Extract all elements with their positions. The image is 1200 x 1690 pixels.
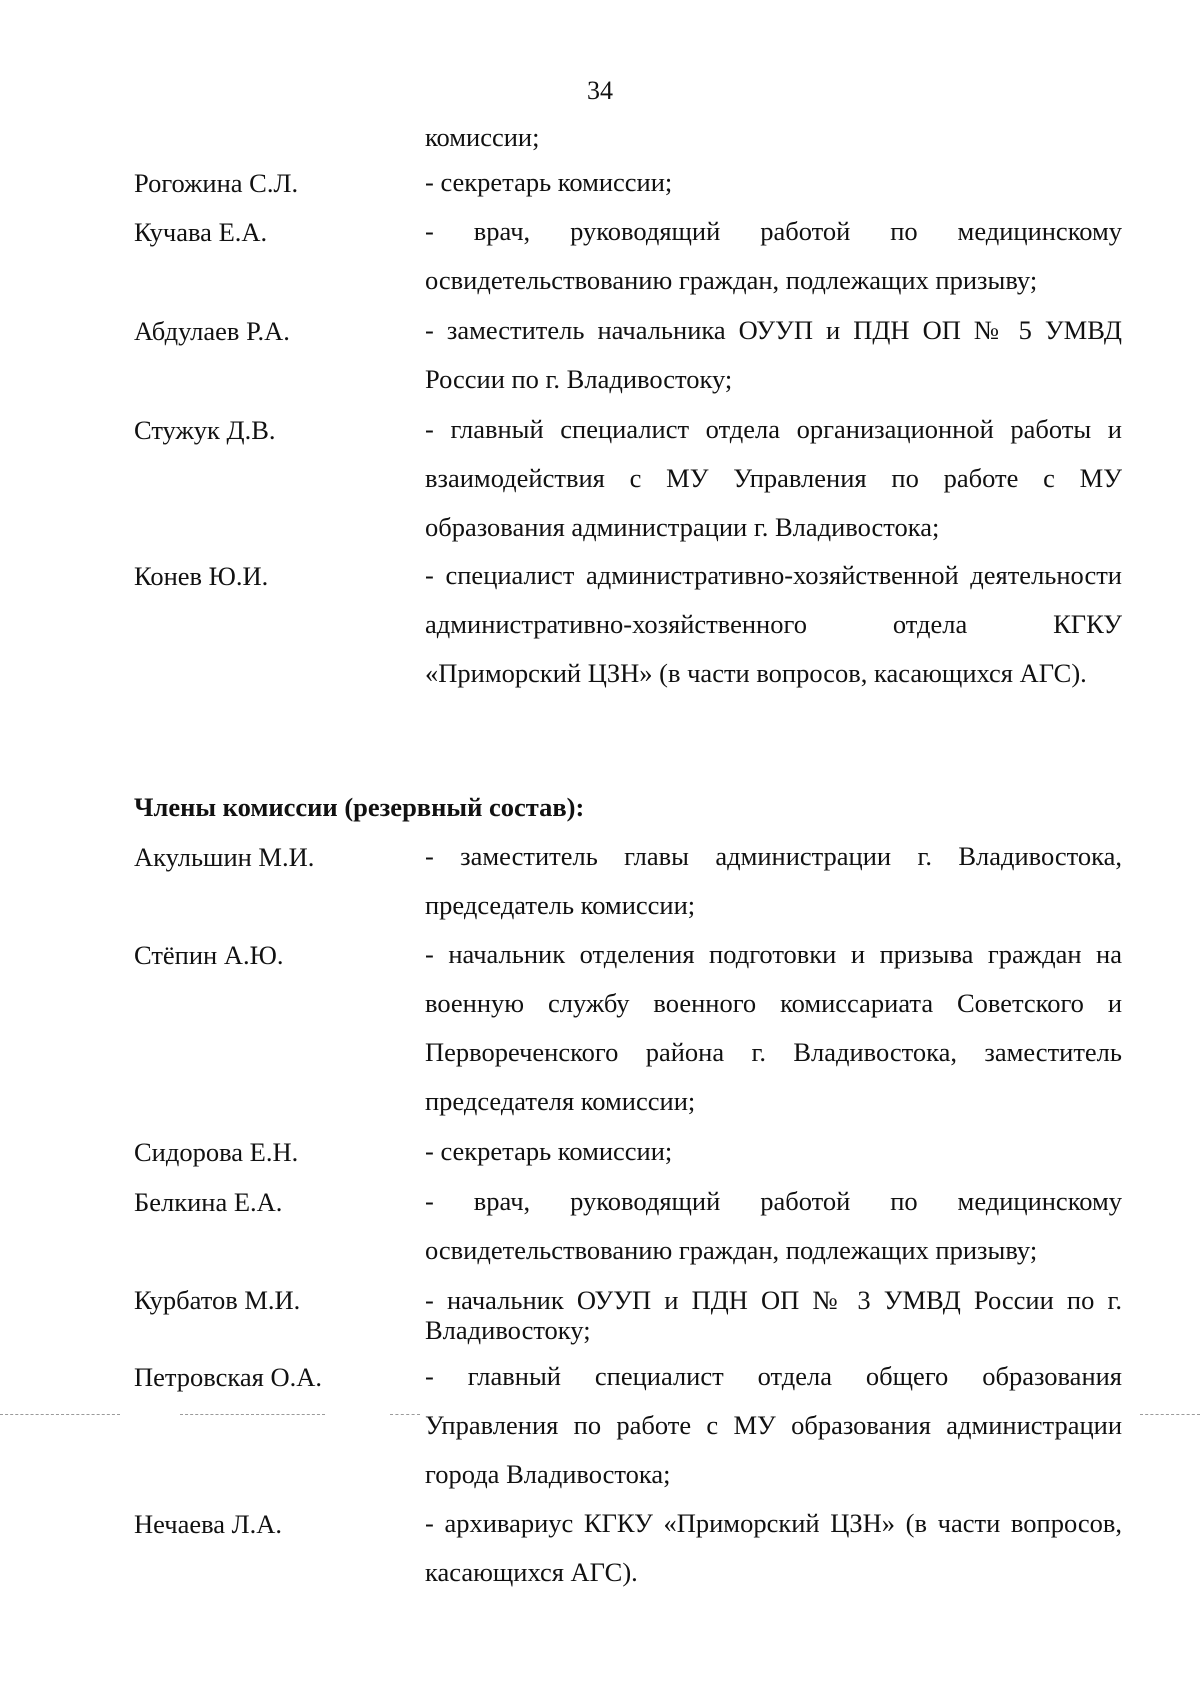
member-role: - начальник ОУУП и ПДН ОП № 3 УМВД России по г. Владивостоку; [425, 1285, 1122, 1345]
member-role: - врач, руководящий работой по медицинскому освидетельствованию граждан, подлежащих призыву; [425, 1186, 1122, 1265]
member-role: - секретарь комиссии; [425, 167, 673, 197]
member-role: - заместитель главы администрации г. Владивостока, председатель комиссии; [425, 841, 1122, 920]
member-role: - архивариус КГКУ «Приморский ЦЗН» (в части вопросов, касающихся АГС). [425, 1508, 1122, 1587]
member-name: Стёпин А.Ю. [134, 940, 284, 970]
member-role: - заместитель начальника ОУУП и ПДН ОП № 5 УМВД России по г. Владивостоку; [425, 315, 1122, 394]
member-name: Кучава Е.А. [134, 217, 268, 247]
section-heading: Члены комиссии (резервный состав): [134, 792, 585, 822]
scan-artifact-line [180, 1414, 325, 1415]
member-name: Рогожина С.Л. [134, 168, 299, 198]
continued-text: комиссии; [425, 122, 540, 152]
member-name: Нечаева Л.А. [134, 1509, 283, 1539]
member-name: Акульшин М.И. [134, 842, 315, 872]
member-name: Сидорова Е.Н. [134, 1137, 299, 1167]
member-role: - секретарь комиссии; [425, 1136, 673, 1166]
scan-artifact-line [1140, 1414, 1200, 1415]
member-name: Петровская О.А. [134, 1362, 322, 1392]
member-role: - главный специалист отдела общего образования Управления по работе с МУ образования администрации города Владивостока; [425, 1361, 1122, 1489]
member-role: - специалист административно-хозяйственной деятельности административно-хозяйственного отдела КГКУ «Приморский ЦЗН» (в части вопросов, касающихся АГС). [425, 560, 1122, 688]
member-role: - начальник отделения подготовки и призыва граждан на военную службу военного комиссариата Советского и Первореченского района г. Владивостока, заместитель председателя комиссии; [425, 939, 1122, 1116]
member-name: Белкина Е.А. [134, 1187, 283, 1217]
scan-artifact-line [0, 1414, 120, 1415]
page-number: 34 [587, 76, 613, 105]
member-role: - главный специалист отдела организационной работы и взаимодействия с МУ Управления по работе с МУ образования администрации г. Владивостока; [425, 414, 1122, 542]
member-name: Абдулаев Р.А. [134, 316, 290, 346]
member-role: - врач, руководящий работой по медицинскому освидетельствованию граждан, подлежащих призыву; [425, 216, 1122, 295]
scan-artifact-line [390, 1414, 420, 1415]
member-name: Курбатов М.И. [134, 1285, 301, 1315]
member-name: Стужук Д.В. [134, 415, 276, 445]
member-name: Конев Ю.И. [134, 561, 269, 591]
